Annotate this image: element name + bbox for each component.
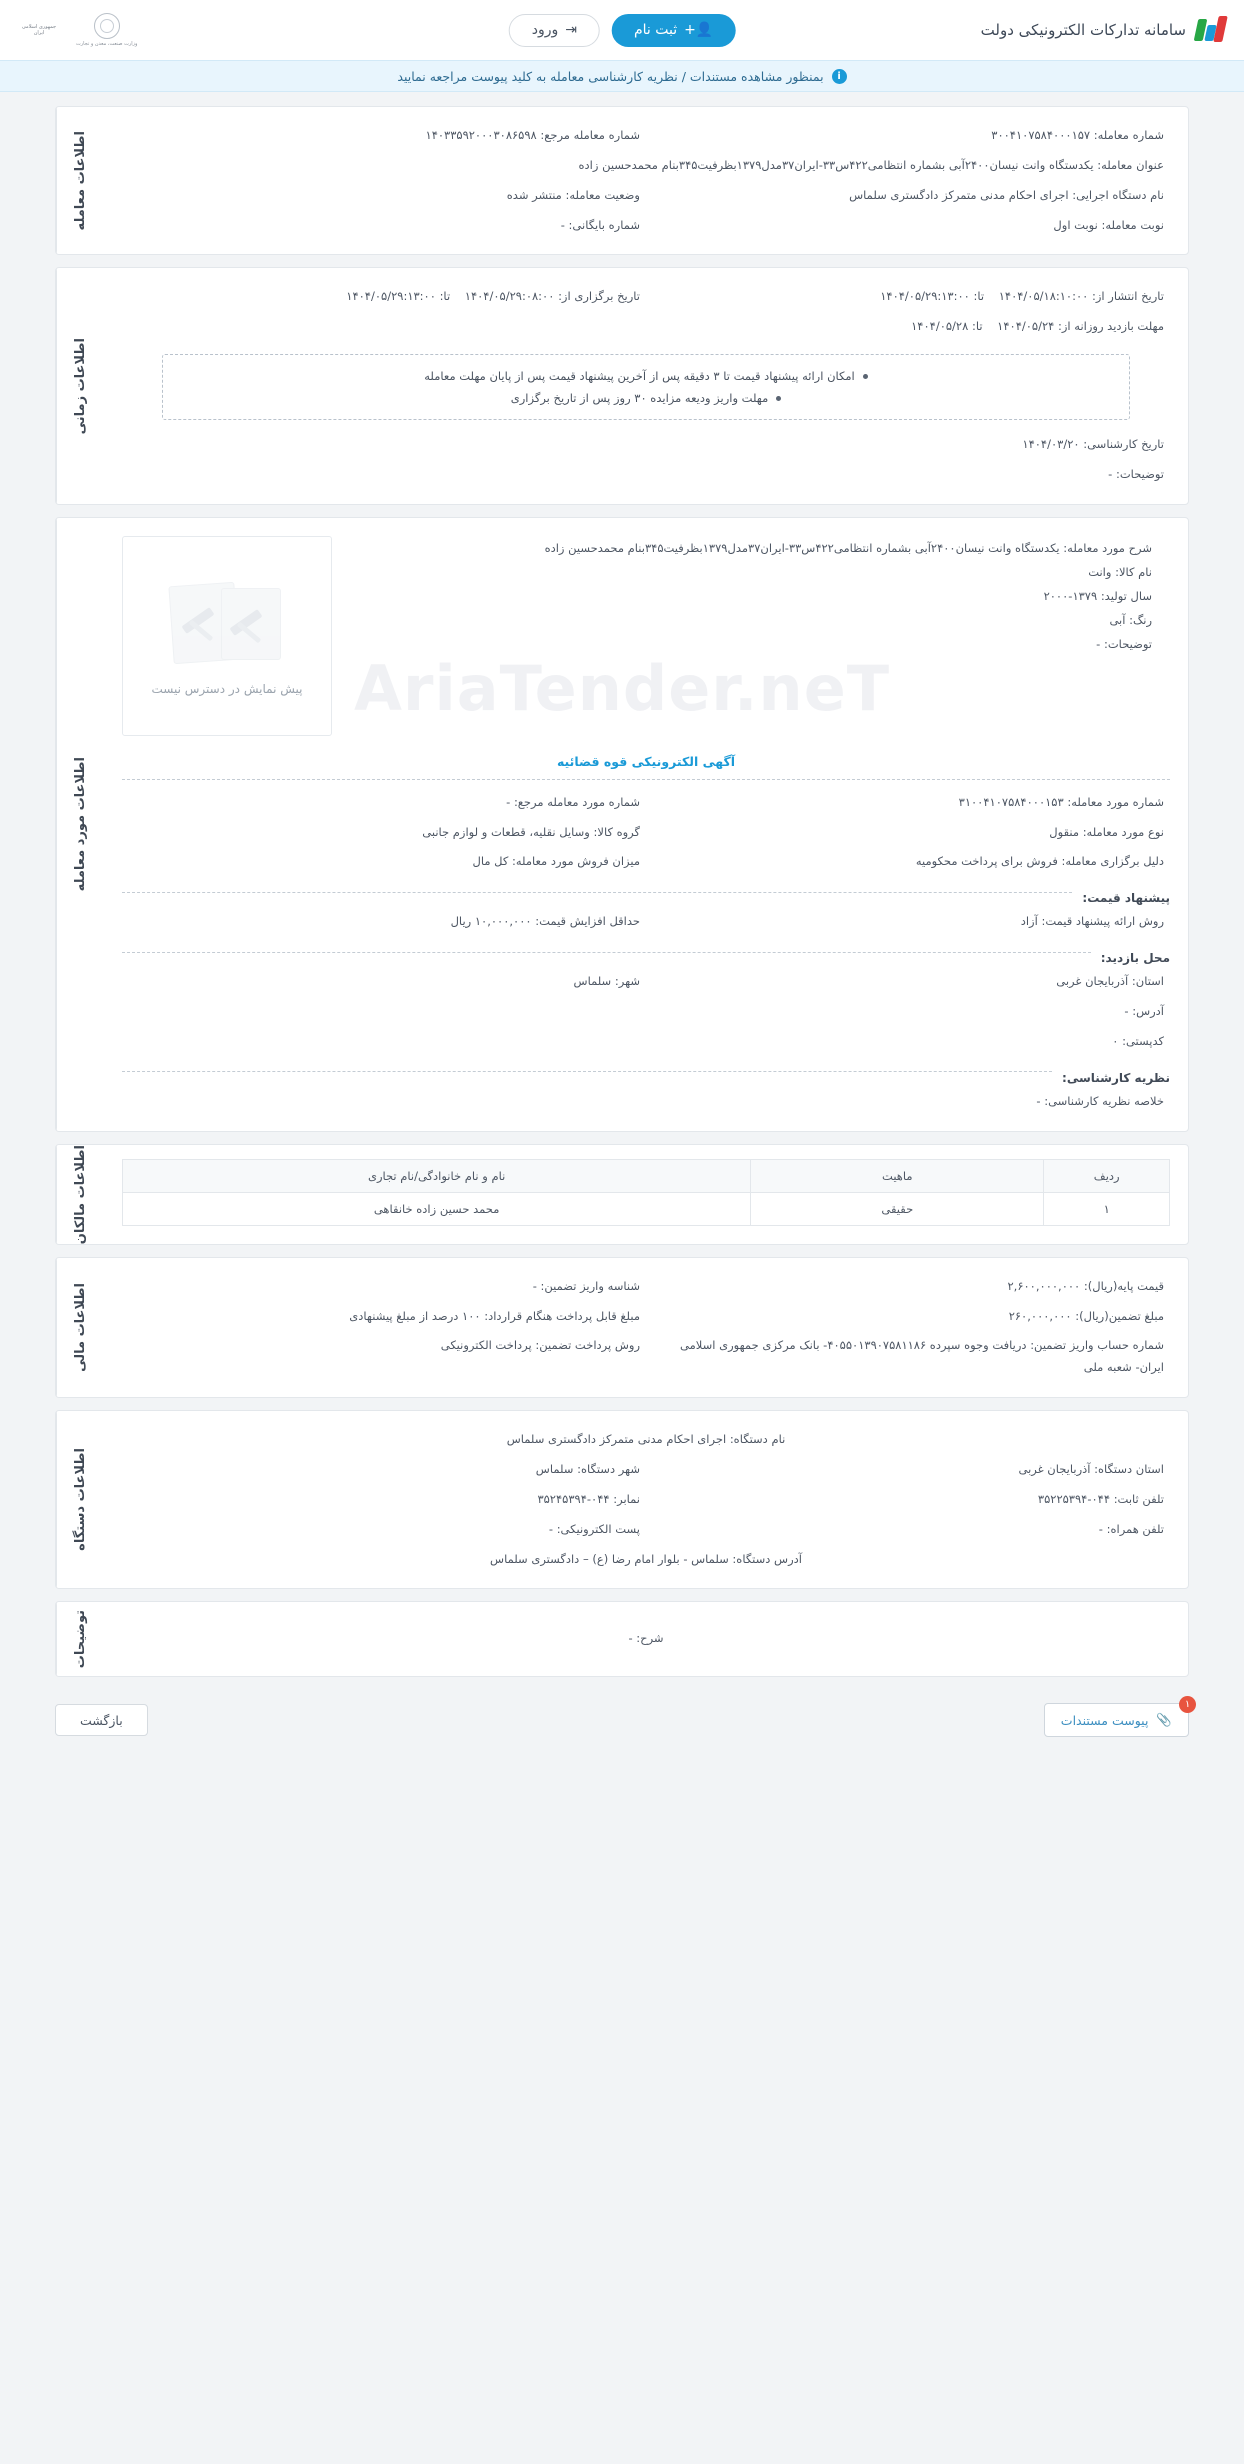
field-production-year bbox=[338, 584, 1152, 608]
value: اجرای احکام مدنی متمرکز دادگستری سلماس bbox=[849, 187, 1069, 202]
label-to: تا: bbox=[973, 289, 985, 304]
notice-bar bbox=[0, 60, 1244, 92]
value: آزاد bbox=[1020, 914, 1038, 929]
tab-label: توضیحات bbox=[73, 1610, 88, 1669]
label: استان: bbox=[1131, 974, 1164, 989]
value: پرداخت الکترونیکی bbox=[440, 1338, 532, 1353]
label: خلاصه نظریه کارشناسی: bbox=[1044, 1093, 1164, 1108]
label-to: تا: bbox=[971, 319, 983, 334]
value: ۱۰۰ درصد از مبلغ پیشنهادی bbox=[349, 1308, 481, 1323]
label: شماره معامله: bbox=[1093, 128, 1164, 142]
tab-remarks bbox=[56, 1602, 104, 1676]
label: تلفن همراه: bbox=[1106, 1521, 1164, 1536]
field-visit-address bbox=[122, 997, 1170, 1027]
field-org-city bbox=[122, 1455, 646, 1485]
label: تلفن ثابت: bbox=[1113, 1491, 1164, 1506]
label: وضعیت معامله: bbox=[565, 187, 640, 202]
paperclip-icon: 📎 bbox=[1156, 1712, 1172, 1728]
emblem-caption: جمهوری اسلامی ایران bbox=[21, 23, 57, 36]
ministry-seal-icon bbox=[94, 13, 120, 39]
panel-organization bbox=[55, 1410, 1189, 1589]
value: آذربایجان غربی bbox=[1018, 1462, 1091, 1476]
attachment-area bbox=[1044, 1699, 1191, 1737]
label: توضیحات: bbox=[1103, 637, 1152, 652]
cell-nature: حقیقی bbox=[751, 1192, 1044, 1225]
label: نوع مورد معامله: bbox=[1082, 824, 1164, 839]
tab-deal-info bbox=[56, 107, 104, 254]
field-org-province bbox=[646, 1455, 1170, 1485]
field-time-notes bbox=[122, 460, 1170, 490]
value: نوبت اول bbox=[1053, 217, 1098, 232]
government-marks bbox=[18, 8, 137, 52]
field-subject-notes bbox=[338, 632, 1152, 656]
attachments-button[interactable] bbox=[1044, 1699, 1191, 1737]
field-spacer bbox=[122, 312, 646, 342]
value-from: ۱۴۰۴/۰۵/۲۹:۰۸:۰۰ bbox=[464, 289, 555, 304]
value: - bbox=[1096, 637, 1101, 652]
page-content bbox=[0, 92, 1244, 1677]
value-to: ۱۴۰۴/۰۵/۲۹:۱۳:۰۰ bbox=[880, 289, 970, 304]
label: قیمت پایه(ریال): bbox=[1083, 1278, 1164, 1293]
site-title: سامانه تدارکات الکترونیکی دولت bbox=[980, 21, 1186, 39]
field-executive-org bbox=[646, 181, 1170, 211]
panel-time-info bbox=[55, 267, 1189, 504]
time-note-item bbox=[177, 365, 1115, 387]
field-visit-province bbox=[646, 967, 1170, 997]
label: پست الکترونیکی: bbox=[556, 1521, 640, 1536]
value: - bbox=[1036, 1093, 1041, 1108]
value: ۱۰,۰۰۰,۰۰۰ ریال bbox=[450, 914, 532, 929]
time-note-item bbox=[177, 387, 1115, 409]
field-postal-code bbox=[122, 1027, 1170, 1057]
tab-label: اطلاعات معامله bbox=[73, 130, 88, 231]
value: - bbox=[1108, 466, 1113, 481]
label: آدرس: bbox=[1132, 1003, 1164, 1018]
field-payment-method bbox=[122, 1331, 646, 1383]
label: شماره معامله مرجع: bbox=[540, 128, 640, 142]
field-deposit-account bbox=[646, 1331, 1170, 1383]
value: منقول bbox=[1049, 824, 1080, 839]
cell-index: ۱ bbox=[1044, 1192, 1170, 1225]
value: ۳۰۰۴۱۰۷۵۸۴۰۰۰۱۵۷ bbox=[991, 128, 1091, 142]
value: ۰۴۴-۳۵۲۴۵۳۹۴ bbox=[537, 1491, 610, 1506]
field-expert-summary bbox=[122, 1087, 1170, 1117]
field-remarks bbox=[122, 1624, 1170, 1654]
value-from: ۱۴۰۴/۰۵/۲۴ bbox=[997, 319, 1055, 334]
field-offer-method bbox=[646, 907, 1170, 937]
field-subject-number bbox=[646, 788, 1170, 818]
field-deal-reason bbox=[646, 847, 1170, 877]
top-bar bbox=[0, 0, 1244, 60]
label: شهر دستگاه: bbox=[577, 1462, 640, 1476]
field-deal-number bbox=[646, 121, 1170, 151]
tab-financial bbox=[56, 1258, 104, 1397]
label: تاریخ برگزاری از: bbox=[558, 289, 640, 304]
field-org-address bbox=[122, 1545, 1170, 1575]
time-note-text: امکان ارائه پیشنهاد قیمت تا ۳ دقیقه پس از آخرین پیشنهاد قیمت پس از پایان مهلت معامله bbox=[424, 369, 855, 384]
value: وسایل نقلیه، قطعات و لوازم جانبی bbox=[422, 824, 590, 839]
tab-label: اطلاعات دستگاه bbox=[73, 1448, 88, 1552]
heading-label: محل بازدید: bbox=[1100, 951, 1170, 966]
auth-buttons bbox=[509, 14, 736, 47]
label: شناسه واریز تضمین: bbox=[540, 1278, 640, 1293]
label: رنگ: bbox=[1129, 613, 1152, 628]
visit-location-heading bbox=[122, 937, 1170, 967]
tab-label: اطلاعات مورد معامله bbox=[73, 756, 88, 892]
column-index: ردیف bbox=[1044, 1159, 1170, 1192]
label: سال تولید: bbox=[1100, 589, 1152, 604]
gavel-documents-icon bbox=[167, 576, 287, 668]
value: ۳۱۰۰۴۱۰۷۵۸۴۰۰۰۱۵۳ bbox=[958, 794, 1064, 809]
login-label: ورود bbox=[531, 22, 559, 38]
value-from: ۱۴۰۴/۰۵/۱۸:۱۰:۰۰ bbox=[998, 289, 1089, 304]
value: ۲۶۰,۰۰۰,۰۰۰ bbox=[1008, 1308, 1072, 1323]
label: مبلغ تضمین(ریال): bbox=[1075, 1308, 1164, 1323]
field-visit-city bbox=[122, 967, 646, 997]
label: شماره مورد معامله: bbox=[1067, 794, 1164, 809]
panel-remarks bbox=[55, 1601, 1189, 1677]
value: یکدستگاه وانت نیسان۲۴۰۰آبی بشماره انتظامی۴۲۲س۳۳-ایران۳۷مدل۱۳۷۹بظرفیت۳۴۵بنام محمدحسین زاده bbox=[544, 540, 1060, 555]
label: مبلغ قابل پرداخت هنگام قرارداد: bbox=[484, 1308, 640, 1323]
register-button[interactable] bbox=[612, 14, 735, 47]
label: شماره بایگانی: bbox=[568, 217, 640, 232]
column-nature: ماهیت bbox=[751, 1159, 1044, 1192]
value: آبی bbox=[1109, 613, 1126, 628]
field-subject-ref-number bbox=[122, 788, 646, 818]
tab-subject-info bbox=[56, 518, 104, 1131]
value-to: ۱۴۰۴/۰۵/۲۸ bbox=[911, 319, 969, 334]
table-header-row bbox=[123, 1159, 1170, 1192]
bullet-icon bbox=[776, 396, 781, 401]
label: حداقل افزایش قیمت: bbox=[535, 914, 640, 929]
ministry-logo bbox=[76, 13, 137, 47]
value: - bbox=[506, 794, 511, 809]
time-note-text: مهلت واریز ودیعه مزایده ۳۰ روز پس از تاریخ برگزاری bbox=[510, 391, 769, 406]
field-deposit-tracking bbox=[122, 1272, 646, 1302]
label: تاریخ کارشناسی: bbox=[1083, 437, 1164, 452]
field-org-email bbox=[122, 1515, 646, 1545]
field-deposit-amount bbox=[646, 1302, 1170, 1332]
footer-bar bbox=[0, 1689, 1244, 1763]
tab-label: اطلاعات زمانی bbox=[73, 337, 88, 435]
label: مهلت بازدید روزانه از: bbox=[1058, 319, 1164, 334]
label: نام کالا: bbox=[1115, 564, 1152, 579]
value: کل مال bbox=[472, 854, 509, 869]
heading-label: پیشنهاد قیمت: bbox=[1082, 891, 1170, 906]
label: روش پرداخت تضمین: bbox=[535, 1338, 640, 1353]
label: عنوان معامله: bbox=[1097, 157, 1164, 172]
value: منتشر شده bbox=[506, 187, 562, 202]
subject-preview-box bbox=[122, 536, 332, 736]
price-offer-heading bbox=[122, 877, 1170, 907]
value: - bbox=[1098, 1521, 1103, 1536]
tab-owners bbox=[56, 1145, 104, 1244]
label: روش ارائه پیشنهاد قیمت: bbox=[1041, 914, 1164, 929]
value: - bbox=[1124, 1003, 1129, 1018]
ministry-caption: وزارت صنعت، معدن و تجارت bbox=[76, 41, 138, 47]
login-button[interactable] bbox=[509, 14, 600, 47]
field-deal-turn bbox=[646, 211, 1170, 241]
value: آذربایجان غربی bbox=[1056, 974, 1129, 989]
brand-area bbox=[981, 15, 1226, 45]
field-org-name bbox=[122, 1425, 1170, 1455]
field-ref-deal-number bbox=[122, 121, 646, 151]
tab-time-info bbox=[56, 268, 104, 503]
panel-financial bbox=[55, 1257, 1189, 1398]
panel-owners bbox=[55, 1144, 1189, 1245]
label: شماره حساب واریز تضمین: bbox=[1030, 1338, 1164, 1353]
value: ۱۴۰۴/۰۳/۲۰ bbox=[1022, 437, 1080, 452]
value: ۲,۶۰۰,۰۰۰,۰۰۰ bbox=[1007, 1278, 1081, 1293]
tab-organization bbox=[56, 1411, 104, 1588]
value-to: ۱۴۰۴/۰۵/۲۹:۱۳:۰۰ bbox=[346, 289, 436, 304]
attachment-count-badge: ۱ bbox=[1179, 1696, 1196, 1713]
label: توضیحات: bbox=[1115, 466, 1164, 481]
value: - bbox=[560, 217, 565, 232]
info-icon: i bbox=[832, 69, 847, 84]
notice-text: بمنظور مشاهده مستندات / نظریه کارشناسی معامله به کلید پیوست مراجعه نمایید bbox=[397, 68, 824, 84]
field-subject-description bbox=[338, 536, 1152, 560]
expert-opinion-heading bbox=[122, 1057, 1170, 1087]
time-notes-box bbox=[162, 354, 1130, 420]
field-color bbox=[338, 608, 1152, 632]
column-name: نام و نام خانوادگی/نام تجاری bbox=[123, 1159, 751, 1192]
field-base-price bbox=[646, 1272, 1170, 1302]
table-row bbox=[123, 1192, 1170, 1225]
field-goods-category bbox=[122, 818, 646, 848]
field-org-mobile bbox=[646, 1515, 1170, 1545]
label: نوبت معامله: bbox=[1101, 217, 1164, 232]
field-org-phone bbox=[646, 1485, 1170, 1515]
value: ۰۴۴-۳۵۲۲۵۳۹۴ bbox=[1037, 1491, 1111, 1506]
field-min-increase bbox=[122, 907, 646, 937]
panel-subject-info bbox=[55, 517, 1189, 1132]
label: کدپستی: bbox=[1122, 1033, 1164, 1048]
value: سلماس bbox=[535, 1462, 574, 1476]
label: گروه کالا: bbox=[593, 824, 640, 839]
label: نام دستگاه اجرایی: bbox=[1072, 187, 1164, 202]
cell-name: محمد حسین زاده خانقاهی bbox=[123, 1192, 751, 1225]
value: - bbox=[628, 1631, 633, 1646]
label: دلیل برگزاری معامله: bbox=[1061, 854, 1164, 869]
value: ۰ bbox=[1112, 1033, 1119, 1048]
divider bbox=[122, 779, 1170, 780]
label-to: تا: bbox=[439, 289, 451, 304]
field-sale-amount bbox=[122, 847, 646, 877]
field-payable-on-contract bbox=[122, 1302, 646, 1332]
preview-unavailable-text: پیش نمایش در دسترس نیست bbox=[151, 681, 303, 696]
label: میزان فروش مورد معامله: bbox=[511, 854, 640, 869]
panel-deal-info bbox=[55, 106, 1189, 255]
field-hold-range bbox=[122, 282, 646, 312]
value: ۱۳۷۹-۲۰۰۰ bbox=[1043, 589, 1098, 604]
field-org-fax bbox=[122, 1485, 646, 1515]
field-goods-name bbox=[338, 560, 1152, 584]
setadiran-logo-icon bbox=[1196, 15, 1226, 45]
label: شرح: bbox=[636, 1631, 664, 1646]
judiciary-ads-title: آگهی الکترونیکی قوه قضائیه bbox=[556, 753, 736, 769]
value: فروش برای پرداخت محکومیه bbox=[915, 854, 1058, 869]
value: - bbox=[532, 1278, 537, 1293]
label: نام دستگاه: bbox=[729, 1432, 786, 1447]
attachments-label: پیوست مستندات bbox=[1060, 1712, 1149, 1728]
field-expert-date bbox=[122, 430, 1170, 460]
value: سلماس - بلوار امام رضا (ع) – دادگستری سلماس bbox=[490, 1551, 729, 1566]
label: شهر: bbox=[614, 974, 640, 989]
value: دریافت وجوه سپرده ۴۰۵۵۰۱۳۹۰۷۵۸۱۱۸۶- بانک مرکزی جمهوری اسلامی ایران- شعبه ملی bbox=[680, 1338, 1164, 1375]
field-deal-status bbox=[122, 181, 646, 211]
field-publish-range bbox=[646, 282, 1170, 312]
label: آدرس دستگاه: bbox=[732, 1551, 802, 1566]
label: استان دستگاه: bbox=[1094, 1462, 1164, 1476]
user-plus-icon: 👤+ bbox=[684, 22, 714, 38]
back-button[interactable]: بازگشت bbox=[55, 1704, 148, 1736]
field-archive-number bbox=[122, 211, 646, 241]
label: شماره مورد معامله مرجع: bbox=[513, 794, 640, 809]
tab-label: اطلاعات مالی bbox=[73, 1283, 88, 1372]
tab-label: اطلاعات مالکان bbox=[73, 1144, 88, 1244]
subject-description-column bbox=[332, 532, 1170, 736]
field-deal-title bbox=[122, 151, 1170, 181]
value: - bbox=[548, 1521, 554, 1536]
value: اجرای احکام مدنی متمرکز دادگستری سلماس bbox=[506, 1432, 727, 1447]
register-label: ثبت نام bbox=[633, 22, 678, 38]
label: نمابر: bbox=[613, 1491, 640, 1506]
national-emblem-icon bbox=[18, 8, 60, 52]
label: تاریخ انتشار از: bbox=[1092, 289, 1164, 304]
heading-label: نظریه کارشناسی: bbox=[1062, 1070, 1170, 1085]
owners-table bbox=[122, 1159, 1170, 1226]
label: شرح مورد معامله: bbox=[1063, 540, 1152, 555]
value: یکدستگاه وانت نیسان۲۴۰۰آبی بشماره انتظامی۴۲۲س۳۳-ایران۳۷مدل۱۳۷۹بظرفیت۳۴۵بنام محمدحسین زاده bbox=[578, 157, 1094, 172]
field-visit-range bbox=[646, 312, 1170, 342]
value: وانت bbox=[1088, 564, 1112, 579]
value: ۱۴۰۳۳۵۹۲۰۰۰۳۰۸۶۵۹۸ bbox=[425, 128, 537, 142]
login-arrow-icon: ⇥ bbox=[565, 22, 577, 38]
bullet-icon bbox=[863, 374, 868, 379]
value: سلماس bbox=[573, 974, 612, 989]
field-subject-type bbox=[646, 818, 1170, 848]
